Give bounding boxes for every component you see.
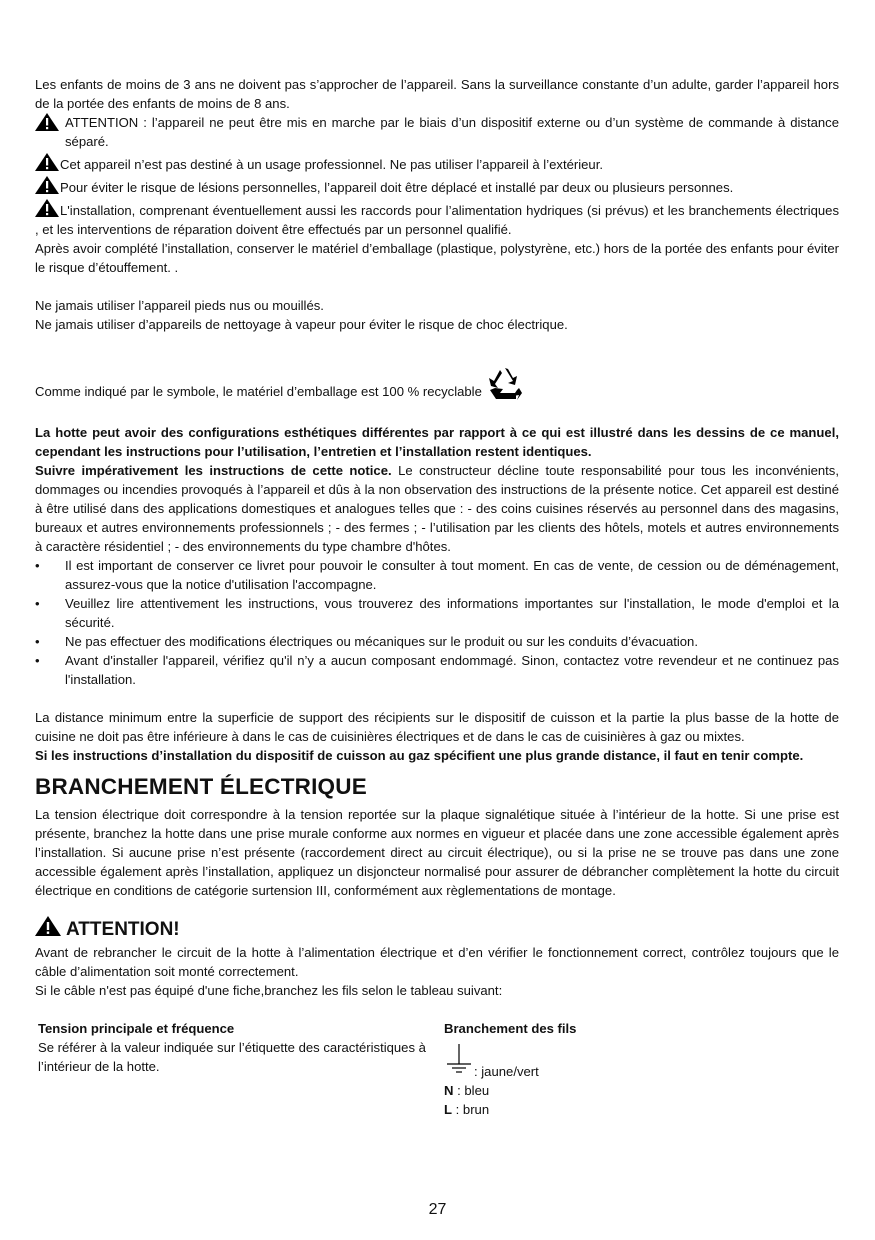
safety-bullet-list	[35, 556, 839, 689]
recycle-text: Comme indiqué par le symbole, le matériel d’emballage est 100 % recyclable	[35, 384, 482, 399]
electrical-section-title: BRANCHEMENT ÉLECTRIQUE	[35, 774, 367, 799]
bullet-glyph: •	[35, 558, 40, 573]
not-professional-text: Cet appareil n’est pas destiné à un usage professionnel. Ne pas utiliser l’appareil à l’extérieur.	[60, 157, 603, 172]
gas-distance-notice: Si les instructions d’installation du dispositif de cuisson au gaz spécifient une plus grande distance, il faut en tenir compte.	[35, 748, 804, 763]
neutral-label: : bleu	[453, 1083, 490, 1098]
voltage-text: Se référer à la valeur indiquée sur l’étiquette des caractéristiques à l’intérieur de la hotte.	[38, 1040, 426, 1074]
attention-heading	[35, 916, 839, 943]
two-persons-text: Pour éviter le risque de lésions personnelles, l’appareil doit être déplacé et installé par deux ou plusieurs personnes.	[60, 180, 734, 195]
not-professional-row	[35, 153, 839, 174]
warning-triangle-icon	[35, 176, 60, 194]
live-label: : brun	[452, 1102, 490, 1117]
attention-remote-text: ATTENTION : l’appareil ne peut être mis en marche par le biais d’un dispositif externe ou d’un système de commande à distance séparé.	[65, 115, 839, 149]
list-item: • Il est important de conserver ce livret pour pouvoir le consulter à tout moment. En cas de vente, de cession ou de déménagement, assurez-vous que la notice d'utilisation l'accompagne.	[35, 558, 839, 592]
two-persons-row	[35, 176, 839, 197]
recycle-row	[35, 366, 839, 407]
live-wire-row	[444, 1100, 834, 1119]
live-key: L	[444, 1102, 452, 1117]
list-item: • Veuillez lire attentivement les instructions, vous trouverez des informations importantes sur l'installation, le mode d'emploi et la sécurité.	[35, 596, 839, 630]
neutral-wire-row	[444, 1081, 834, 1100]
steam-warning: Ne jamais utiliser d’appareils de nettoyage à vapeur pour éviter le risque de choc électrique.	[35, 317, 568, 332]
earth-wire-label: : jaune/vert	[474, 1064, 539, 1079]
configurations-notice: La hotte peut avoir des configurations esthétiques différentes par rapport à ce qui est illustré dans les dessins de ce manuel, cependant les instructions pour l’utilisation, l’entretien et l’installation restent identiques.	[35, 425, 839, 459]
distance-paragraph: La distance minimum entre la superficie de support des récipients sur le dispositif de cuisson et la partie la plus basse de la hotte de cuisine ne doit pas être inférieure à dans le cas de cuisinières électriques et de dans le cas de cuisinières à gaz ou mixtes.	[35, 710, 839, 744]
earth-wire-row	[444, 1042, 834, 1081]
bullet-glyph: •	[35, 653, 40, 668]
warning-triangle-icon	[35, 153, 60, 171]
bullet-glyph: •	[35, 596, 40, 611]
attention-remote-row	[35, 113, 839, 151]
follow-instructions-bold: Suivre impérativement les instructions de cette notice.	[35, 463, 392, 478]
follow-instructions-rest: Le constructeur décline toute responsabilité pour tous les inconvénients, dommages ou incendies provoqués à l’appareil et dûs à la non observation des instructions de la présente notice. Cet appareil est destiné à être utilisé dans des applications domestiques et analogues telles que : - des coins cuisines réservés au personnel dans des magasins, bureaux et autres environnements professionnels ; - des fermes ; - l’utilisation par les clients des hôtels, motels et autres environnements à caractère résidentiel ; - des environnements du type chambre d'hôtes.	[35, 463, 839, 554]
follow-instructions-paragraph	[35, 461, 839, 556]
page-number: 27	[428, 1201, 447, 1218]
attention-title: ATTENTION!	[66, 918, 180, 940]
wiring-table	[35, 1019, 839, 1119]
installation-text: L'installation, comprenant éventuellement aussi les raccords pour l’alimentation hydriques (si prévus) et les branchements électriques , et les interventions de réparation doivent être effectués par un personnel qualifié.	[35, 203, 839, 237]
list-item: • Avant d'installer l'appareil, vérifiez qu'il n’y a aucun composant endommagé. Sinon, contactez votre revendeur et ne continuez pas l'installation.	[35, 653, 839, 687]
warning-triangle-icon	[35, 916, 61, 943]
electrical-paragraph: La tension électrique doit correspondre à la tension reportée sur la plaque signalétique située à l’intérieur de la hotte. Si une prise est présente, branchez la hotte dans une prise murale conforme aux normes en vigueur et placée dans une zone accessible également après l’installation. Si aucune prise n’est présente (raccordement direct au circuit électrique), ou si la prise ne se trouve pas dans une zone accessible également après l’installation, appliquez un disjoncteur normalisé pour assurer de débrancher complètement la hotte du circuit électrique en conditions de catégorie surtension III, conformément aux règlementations de montage.	[35, 807, 839, 898]
recycle-icon	[486, 366, 524, 407]
list-item: • Ne pas effectuer des modifications électriques ou mécaniques sur le produit ou sur les conduits d’évacuation.	[35, 634, 698, 649]
attention-text-1: Avant de rebrancher le circuit de la hotte à l’alimentation électrique et d’en vérifier le fonctionnement correct, contrôlez toujours que le câble d’alimentation soit monté correctement.	[35, 945, 839, 979]
earth-ground-icon	[444, 1042, 474, 1081]
neutral-key: N	[444, 1083, 454, 1098]
warning-triangle-icon	[35, 113, 60, 151]
voltage-header: Tension principale et fréquence	[38, 1021, 235, 1036]
bullet-glyph: •	[35, 634, 40, 649]
wiring-table-right-column	[444, 1019, 834, 1119]
children-warning: Les enfants de moins de 3 ans ne doivent pas s’approcher de l’appareil. Sans la surveillance constante d’un adulte, garder l’appareil hors de la portée des enfants de moins de 8 ans.	[35, 77, 839, 111]
barefoot-warning: Ne jamais utiliser l’appareil pieds nus ou mouillés.	[35, 298, 324, 313]
document-page	[35, 75, 839, 1119]
wires-header: Branchement des fils	[444, 1021, 577, 1036]
packaging-warning: Après avoir complété l’installation, conserver le matériel d’emballage (plastique, polystyrène, etc.) hors de la portée des enfants pour éviter le risque d’étouffement. .	[35, 241, 839, 275]
installation-row	[35, 199, 839, 239]
wiring-table-left-column	[35, 1019, 444, 1119]
attention-text-2: Si le câble n'est pas équipé d'une fiche,branchez les fils selon le tableau suivant:	[35, 983, 503, 998]
warning-triangle-icon	[35, 199, 60, 217]
